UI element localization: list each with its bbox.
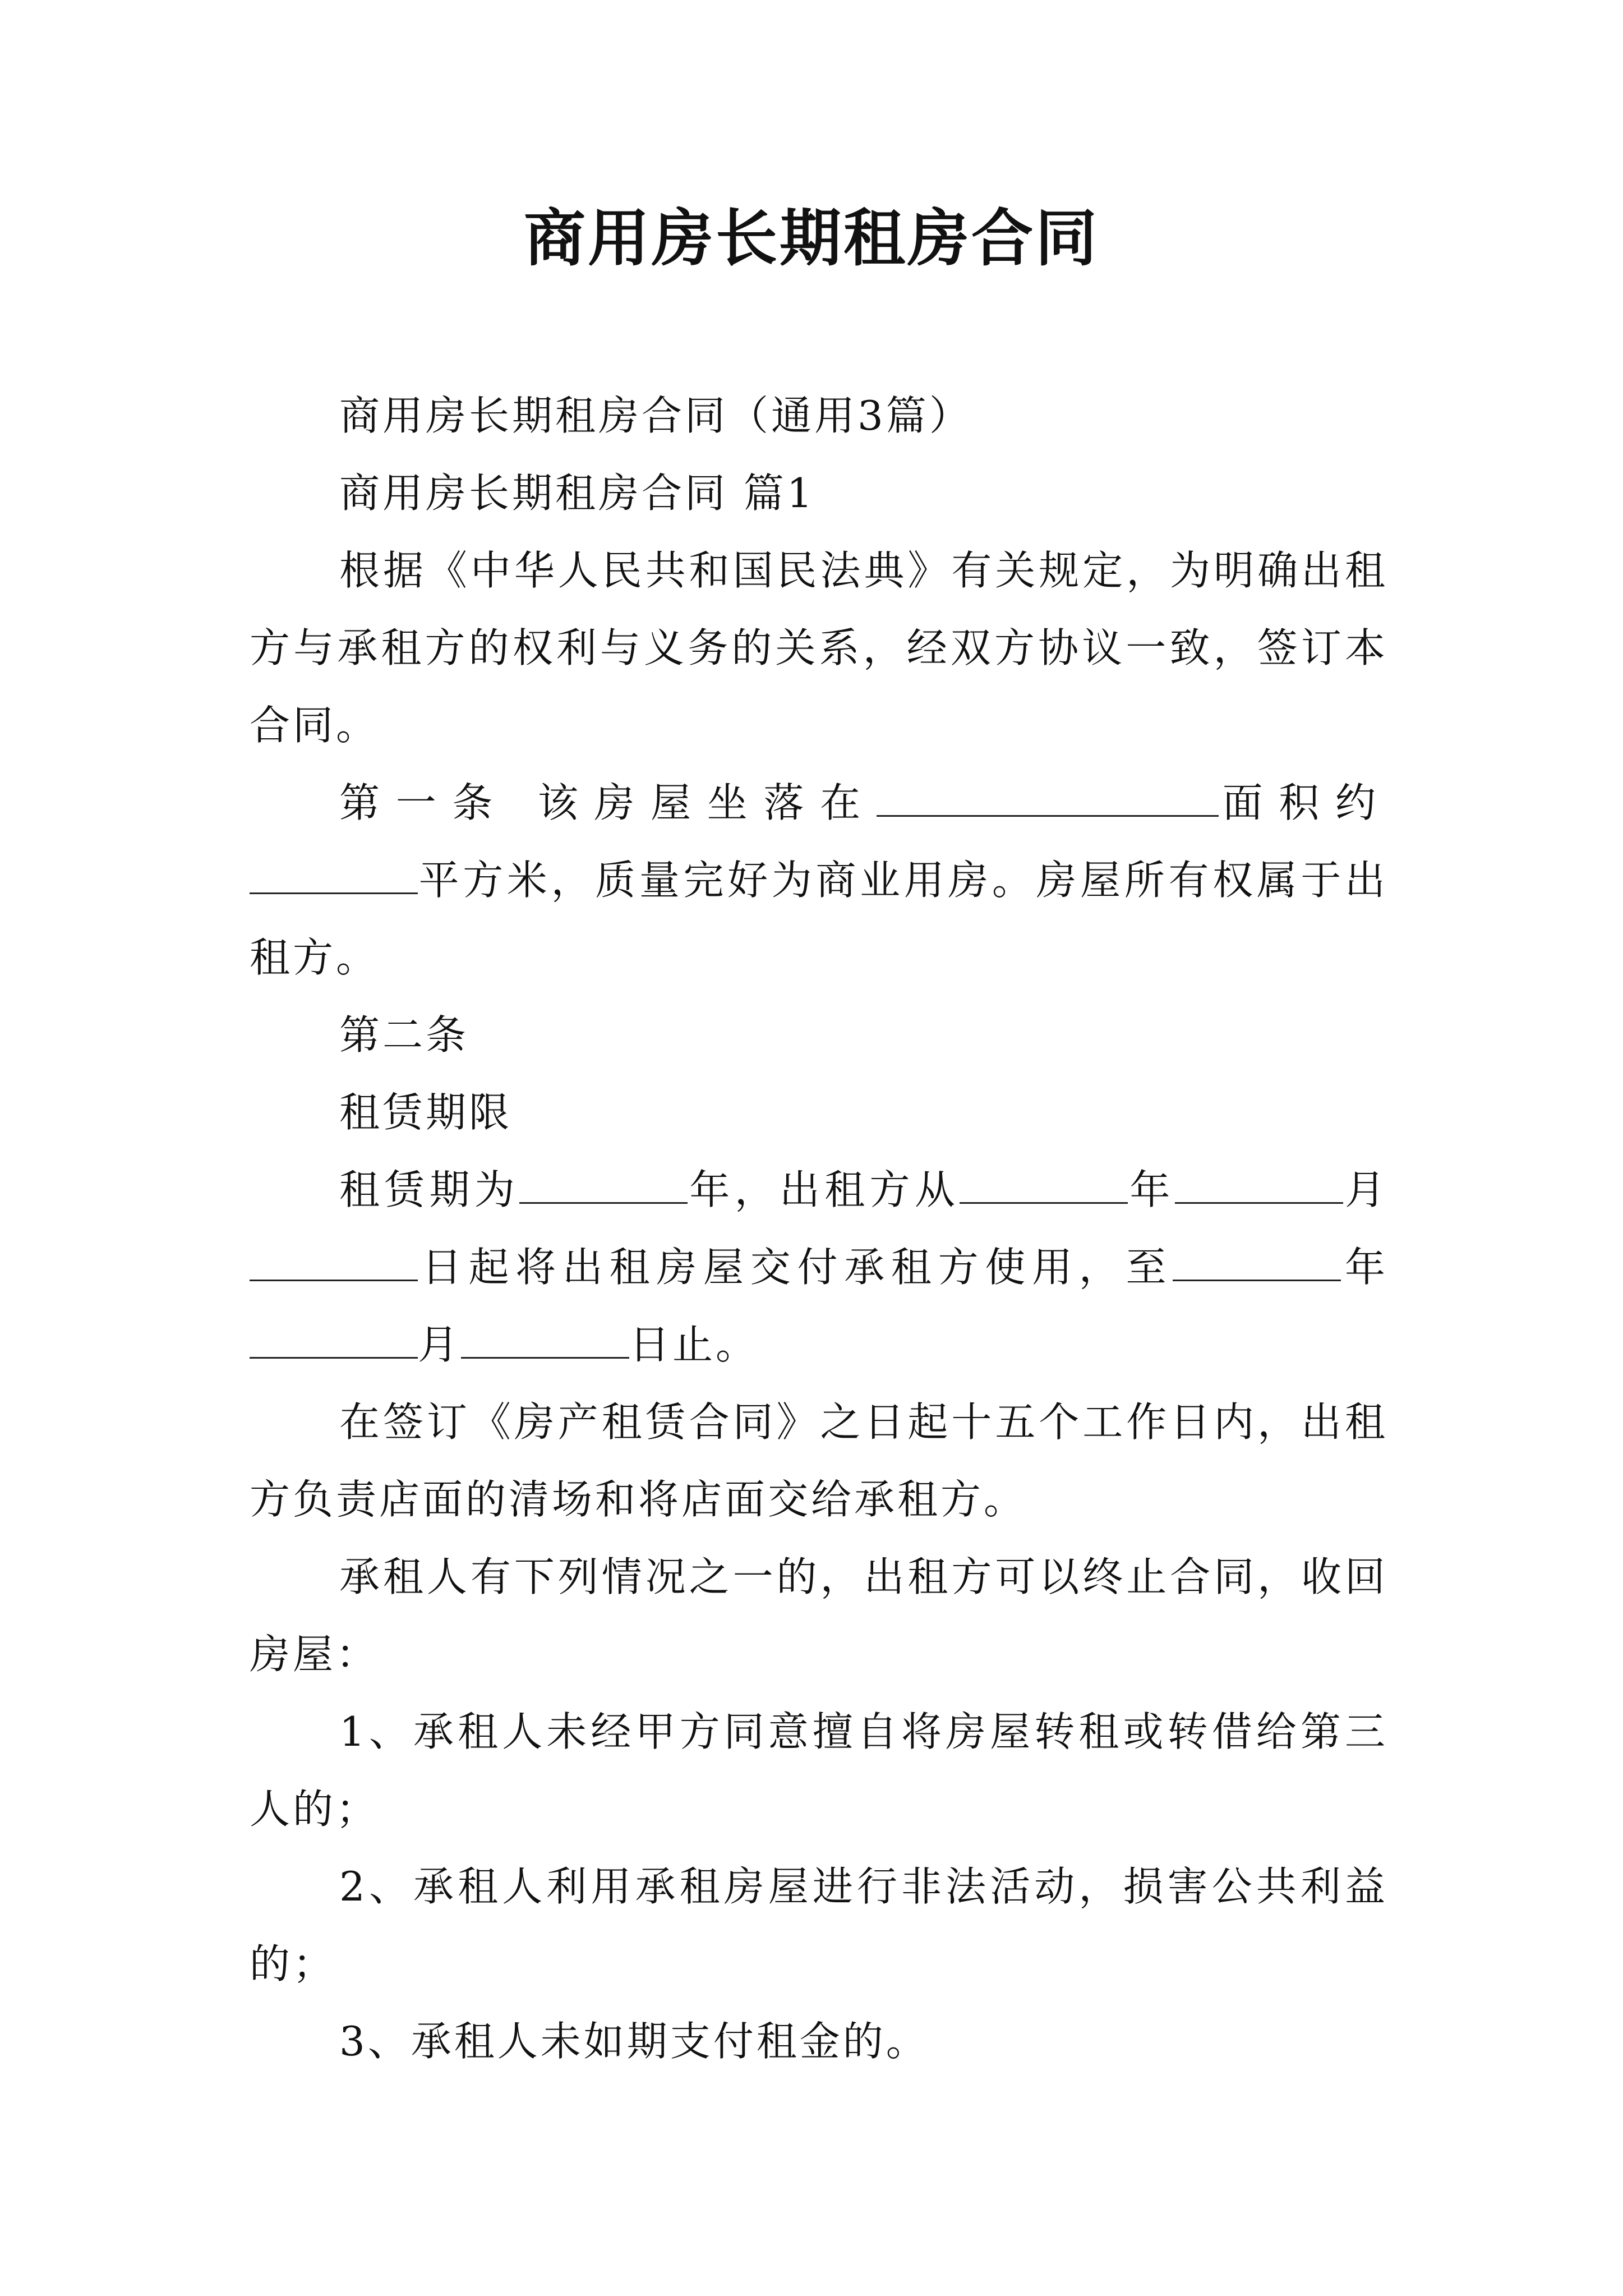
- start-year-blank: [960, 1168, 1128, 1204]
- termination-item-1: 1、承租人未经甲方同意擅自将房屋转租或转借给第三人的；: [250, 1708, 1388, 1833]
- end-year-blank: [1173, 1246, 1341, 1281]
- article-1-location-label: 第一条 该房屋坐落在: [339, 779, 877, 826]
- lease-text-6: 年: [1341, 1244, 1388, 1291]
- area-blank: [250, 859, 418, 894]
- lease-text-2: 年，出租方从: [688, 1166, 960, 1213]
- intro-paragraph: 根据《中华人民共和国民法典》有关规定，为明确出租方与承租方的权利与义务的关系，经双方协议一致，签订本合同。: [250, 547, 1388, 749]
- lease-text-4: 月: [1343, 1166, 1388, 1213]
- lease-term-paragraph: [250, 1151, 1388, 1383]
- lease-text-5: 日起将出租房屋交付承租方使用，至: [418, 1244, 1173, 1291]
- document-title: 商用房长期租房合同: [524, 202, 1099, 274]
- lease-text-8: 日止。: [629, 1321, 759, 1368]
- lease-years-blank: [519, 1168, 688, 1204]
- document-subtitle: 商用房长期租房合同（通用3篇）: [339, 392, 972, 439]
- document-body: [250, 377, 1388, 2080]
- lease-text-7: 月: [418, 1321, 462, 1368]
- article-1-area-label: 面积约: [1218, 779, 1388, 826]
- end-month-blank: [250, 1323, 418, 1359]
- start-day-blank: [250, 1246, 418, 1281]
- start-month-blank: [1175, 1168, 1343, 1204]
- end-day-blank: [461, 1323, 629, 1359]
- location-blank: [877, 781, 1219, 817]
- lease-text-1: 租赁期为: [339, 1166, 520, 1213]
- lease-text-3: 年: [1128, 1166, 1175, 1213]
- handover-paragraph: 在签订《房产租赁合同》之日起十五个工作日内，出租方负责店面的清场和将店面交给承租方。: [250, 1398, 1388, 1523]
- article-1-paragraph: [250, 764, 1388, 996]
- termination-intro: 承租人有下列情况之一的，出租方可以终止合同，收回房屋：: [250, 1553, 1388, 1678]
- termination-item-3: 3、承租人未如期支付租金的。: [339, 2018, 929, 2065]
- section-heading: 商用房长期租房合同 篇1: [339, 470, 815, 517]
- article-2-label: 第二条: [339, 1011, 469, 1059]
- article-1-ownership-text: 平方米，质量完好为商业用房。房屋所有权属于出租方。: [250, 857, 1388, 981]
- termination-item-2: 2、承租人利用承租房屋进行非法活动，损害公共利益的；: [250, 1863, 1388, 1987]
- article-2-heading: 租赁期限: [339, 1089, 513, 1136]
